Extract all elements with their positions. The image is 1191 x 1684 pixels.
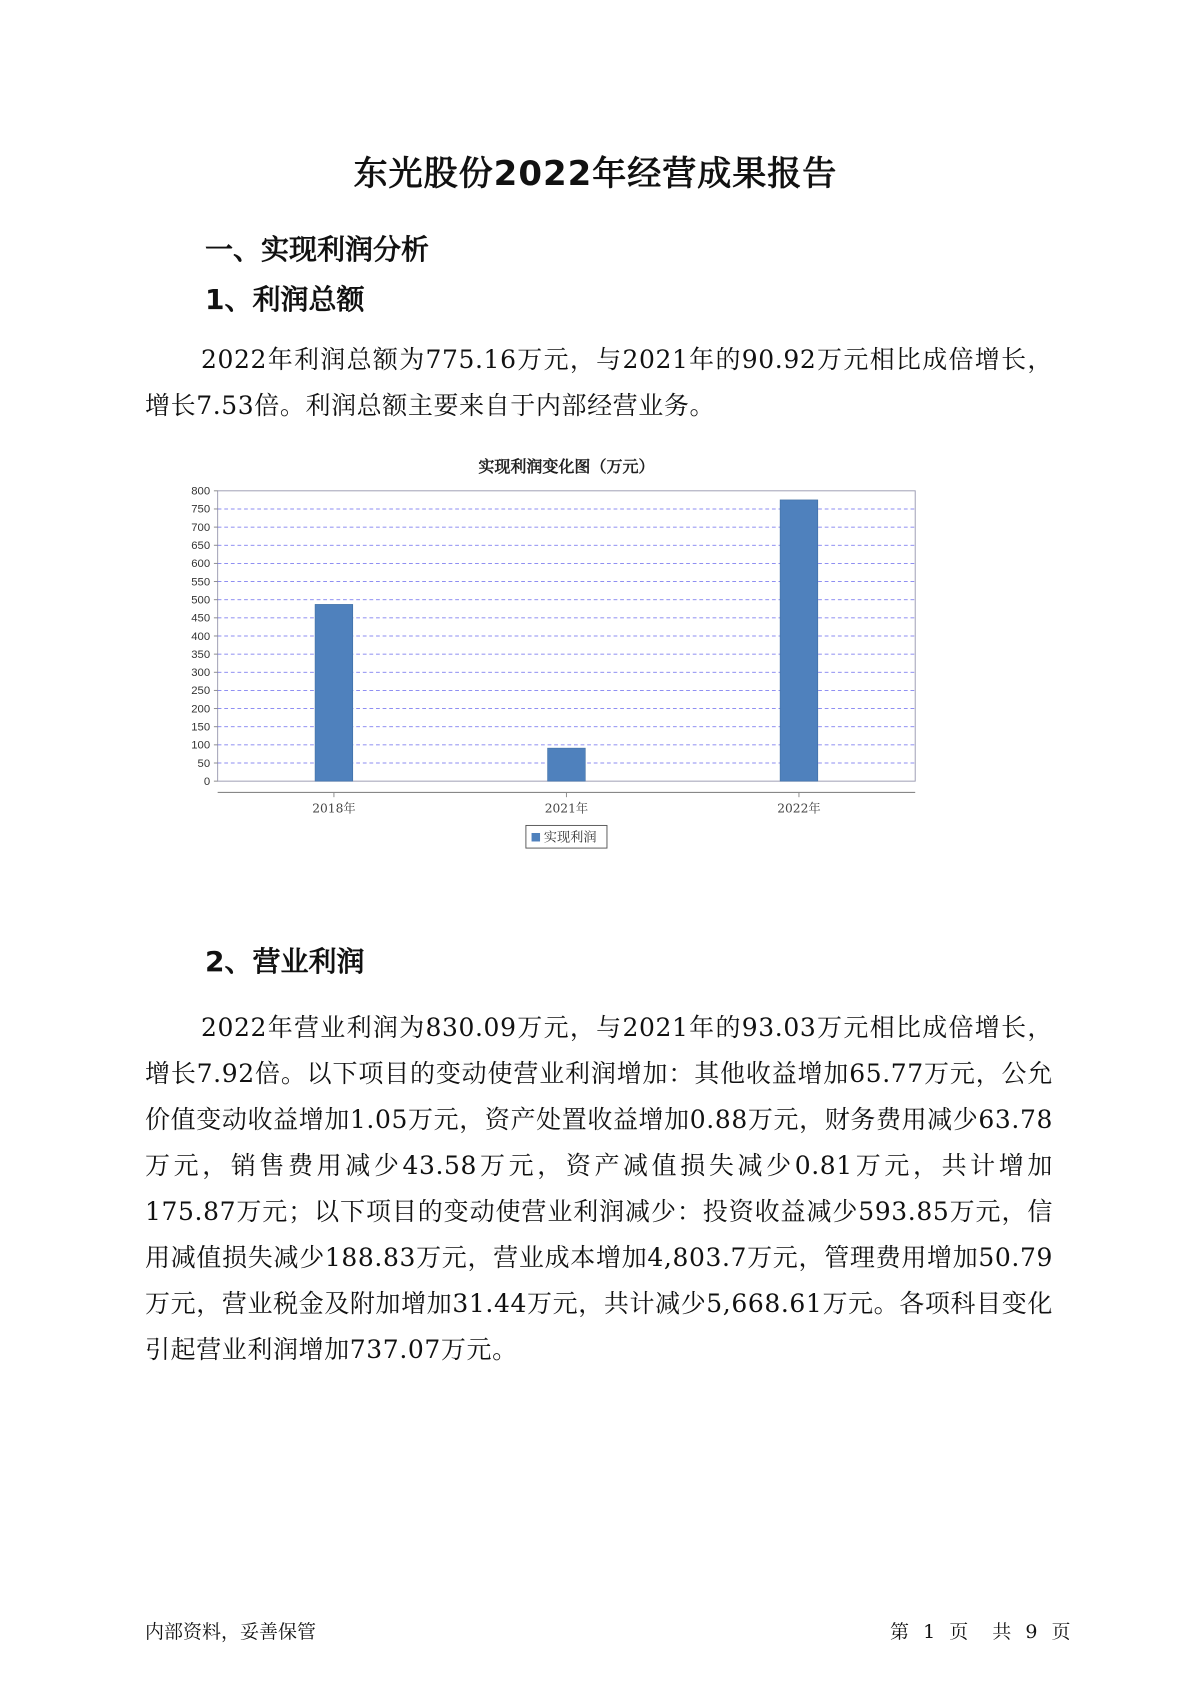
legend-label: 实现利润 bbox=[543, 830, 597, 846]
y-tick-label: 100 bbox=[191, 739, 211, 752]
y-tick-label: 650 bbox=[191, 540, 211, 553]
profit-bar-chart bbox=[150, 455, 1030, 915]
footer-confidential-note: 内部资料，妥善保管 bbox=[145, 1621, 317, 1643]
total-pages: 9 bbox=[1025, 1621, 1038, 1643]
bar-2021年 bbox=[548, 748, 586, 781]
y-tick-label: 0 bbox=[203, 775, 211, 788]
section-heading-profit-analysis: 一、实现利润分析 bbox=[205, 233, 430, 266]
y-tick-label: 400 bbox=[191, 630, 211, 643]
paragraph-operating-profit: 2022年营业利润为830.09万元，与2021年的93.03万元相比成倍增长，增长7.92倍。以下项目的变动使营业利润增加：其他收益增加65.77万元，公允价值变动收益增加1.05万元，资产处置收益增加0.88万元，财务费用减少63.78万元，销售费用减少43.58万元，资产减值损失减少0.81万元，共计增加175.87万元；以下项目的变动使营业利润减少：投资收益减少593.85万元，信用减值损失减少188.83万元，营业成本增加4,803.7万元，管理费用增加50.79万元，营业税金及附加增加31.44万元，共计减少5,668.61万元。各项科目变化引起营业利润增加737.07万元。 bbox=[145, 1013, 1053, 1364]
paragraph-total-profit: 2022年利润总额为775.16万元，与2021年的90.92万元相比成倍增长，增长7.53倍。利润总额主要来自于内部经营业务。 bbox=[145, 345, 1053, 420]
x-tick-label: 2021年 bbox=[544, 801, 589, 816]
document-title: 东光股份2022年经营成果报告 bbox=[353, 154, 838, 194]
chart-title: 实现利润变化图（万元） bbox=[478, 456, 655, 476]
page-prefix: 第 bbox=[890, 1621, 910, 1643]
page-number: 1 bbox=[923, 1621, 936, 1643]
chart-svg bbox=[150, 455, 1030, 915]
y-tick-label: 150 bbox=[191, 721, 211, 734]
subheading-operating-profit: 2、营业利润 bbox=[205, 945, 365, 978]
y-tick-label: 750 bbox=[191, 503, 211, 516]
total-prefix: 共 bbox=[992, 1621, 1012, 1643]
subheading-total-profit: 1、利润总额 bbox=[205, 283, 365, 316]
total-unit: 页 bbox=[1051, 1621, 1071, 1643]
y-tick-label: 500 bbox=[191, 594, 211, 607]
y-tick-label: 50 bbox=[197, 757, 211, 770]
bar-2022年 bbox=[780, 500, 818, 781]
y-tick-label: 800 bbox=[191, 485, 211, 498]
y-tick-label: 200 bbox=[191, 703, 211, 716]
y-tick-label: 700 bbox=[191, 521, 211, 534]
y-tick-label: 350 bbox=[191, 648, 211, 661]
y-tick-label: 550 bbox=[191, 576, 211, 589]
legend-swatch bbox=[532, 833, 540, 841]
y-tick-label: 600 bbox=[191, 558, 211, 571]
y-tick-label: 250 bbox=[191, 685, 211, 698]
y-tick-label: 450 bbox=[191, 612, 211, 625]
y-tick-label: 300 bbox=[191, 667, 211, 680]
x-tick-label: 2018年 bbox=[312, 801, 356, 816]
page-unit: 页 bbox=[949, 1621, 969, 1643]
bar-2018年 bbox=[315, 604, 353, 781]
x-tick-label: 2022年 bbox=[777, 801, 821, 816]
footer-page-indicator bbox=[890, 1617, 1070, 1644]
